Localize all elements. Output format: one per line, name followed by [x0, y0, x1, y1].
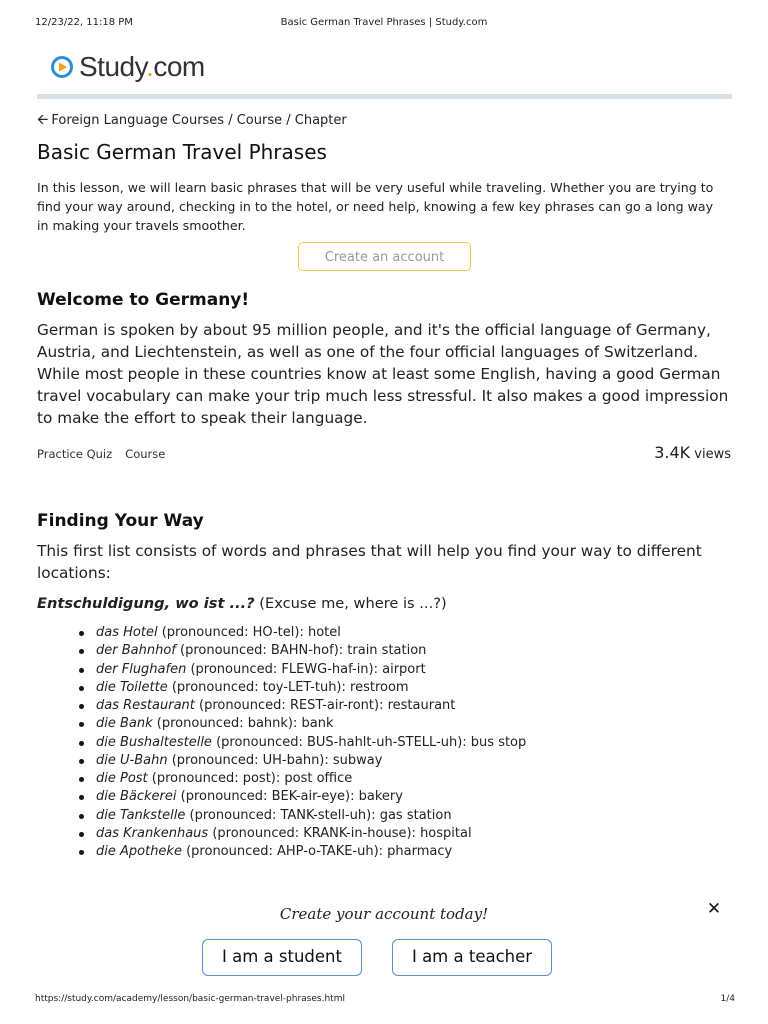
list-item: die Post (pronounced: post): post office [76, 770, 526, 788]
close-icon[interactable]: ✕ [706, 899, 722, 919]
arrow-left-icon: 🡨 [37, 112, 49, 128]
list-item: die Bank (pronounced: bahnk): bank [76, 715, 526, 733]
list-item: das Krankenhaus (pronounced: KRANK-in-house): hospital [76, 825, 526, 843]
study-logo[interactable] [51, 52, 205, 82]
play-logo-icon [51, 56, 73, 78]
section-heading-welcome: Welcome to Germany! [37, 290, 250, 310]
lesson-intro: In this lesson, we will learn basic phrases that will be very useful while traveling. Whether you are trying to find your way around, checking in to the hotel, or need help, knowing a few key phrases can go a long way in making your travels smoother. [37, 180, 714, 233]
key-question [37, 595, 447, 612]
section-heading-finding: Finding Your Way [37, 511, 204, 531]
signup-cta-text: Create your account today! [279, 905, 489, 923]
list-item: die U-Bahn (pronounced: UH-bahn): subway [76, 752, 526, 770]
header-divider [37, 94, 732, 99]
list-item: die Tankstelle (pronounced: TANK-stell-uh): gas station [76, 807, 526, 825]
print-header [0, 17, 768, 31]
print-page-number: 1/4 [720, 994, 735, 1004]
page-title: Basic German Travel Phrases [37, 140, 327, 164]
list-item: das Restaurant (pronounced: REST-air-ront): restaurant [76, 697, 526, 715]
question-english: (Excuse me, where is ...?) [254, 595, 447, 612]
breadcrumb[interactable] [37, 109, 347, 133]
practice-quiz-link[interactable]: Practice Quiz [37, 447, 113, 461]
print-timestamp: 12/23/22, 11:18 PM [35, 17, 133, 28]
list-item: die Bushaltestelle (pronounced: BUS-hahlt-uh-STELL-uh): bus stop [76, 734, 526, 752]
views-count: 3.4K [654, 443, 691, 462]
list-item: das Hotel (pronounced: HO-tel): hotel [76, 624, 526, 642]
create-account-button[interactable]: Create an account [298, 242, 471, 271]
list-item: die Bäckerei (pronounced: BEK-air-eye): bakery [76, 788, 526, 806]
views-label: views [694, 447, 731, 462]
print-page-title: Basic German Travel Phrases | Study.com [280, 17, 488, 28]
logo-text: Study.com [79, 51, 205, 82]
list-item: der Bahnhof (pronounced: BAHN-hof): train station [76, 642, 526, 660]
student-signup-button[interactable]: I am a student [202, 939, 362, 976]
views-counter [654, 443, 731, 462]
list-item: die Toilette (pronounced: toy-LET-tuh): restroom [76, 679, 526, 697]
teacher-signup-button[interactable]: I am a teacher [392, 939, 552, 976]
course-link[interactable]: Course [125, 447, 166, 461]
welcome-paragraph: German is spoken by about 95 million people, and it's the official language of Germany, Austria, and Liechtenstein, as well as one of the four official languages of Switzerland. While most people in these countries know at least some English, having a good German travel vocabulary can make your trip much less stressful. It also makes a good impression to make the effort to speak their language. [37, 321, 729, 427]
print-footer [0, 994, 768, 1008]
vocab-list [76, 624, 526, 861]
finding-paragraph: This first list consists of words and phrases that will help you find your way to different locations: [37, 542, 702, 582]
question-german: Entschuldigung, wo ist ...? [37, 595, 255, 612]
breadcrumb-text[interactable]: Foreign Language Courses / Course / Chapter [51, 113, 347, 128]
lesson-meta-links [37, 447, 178, 461]
list-item: der Flughafen (pronounced: FLEWG-haf-in): airport [76, 661, 526, 679]
list-item: die Apotheke (pronounced: AHP-o-TAKE-uh): pharmacy [76, 843, 526, 861]
print-url: https://study.com/academy/lesson/basic-german-travel-phrases.html [35, 994, 345, 1004]
